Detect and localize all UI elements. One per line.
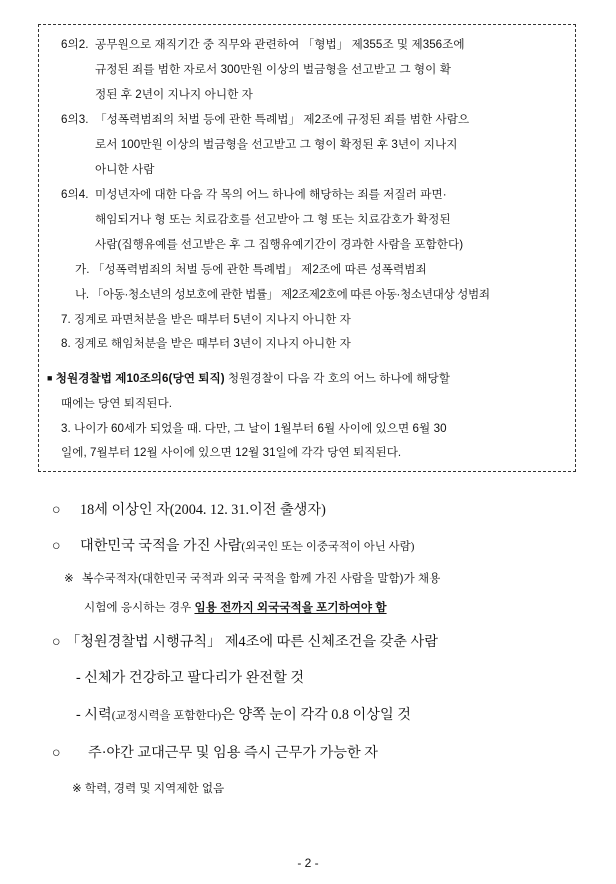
requirement-shift-work: ○ 주·야간 교대근무 및 임용 즉시 근무가 가능한 자 bbox=[52, 745, 378, 761]
item-6-4-number: 6의4. bbox=[61, 188, 89, 201]
circle-bullet-icon: ○ bbox=[52, 538, 61, 554]
item-6-2-line-3: 정된 후 2년이 지나지 아니한 자 bbox=[95, 88, 253, 101]
renounce-foreign-nationality-emphasis: 임용 전까지 외국국적을 포기하여야 함 bbox=[194, 601, 387, 614]
item-6-3-line-2: 로서 100만원 이상의 벌금형을 선고받고 그 형이 확정된 후 3년이 지나지 bbox=[95, 138, 458, 151]
item-6-2-line-2: 규정된 죄를 범한 자로서 300만원 이상의 벌금형을 선고받고 그 형이 확 bbox=[95, 63, 451, 76]
item-7: 7. 징계로 파면처분을 받은 때부터 5년이 지나지 아니한 자 bbox=[61, 313, 351, 326]
square-bullet-icon: ■ bbox=[47, 373, 53, 383]
item-6-3-line-1: 6의3. 「성폭력범죄의 처벌 등에 관한 특례법」 제2조에 규정된 죄를 범한 사람으 bbox=[61, 113, 470, 126]
retirement-clause-title: 청원경찰법 제10조의6(당연 퇴직) bbox=[55, 372, 225, 385]
retirement-clause-line-1: ■ 청원경찰법 제10조의6(당연 퇴직) 청원경찰이 다음 각 호의 어느 하나에 해당할 bbox=[47, 372, 451, 385]
item-8: 8. 징계로 해임처분을 받은 때부터 3년이 지나지 아니한 자 bbox=[61, 337, 351, 350]
physical-sub-health: - 신체가 건강하고 팔다리가 완전할 것 bbox=[76, 670, 305, 686]
law-excerpt-box bbox=[38, 24, 576, 472]
no-restriction-note: ※ 학력, 경력 및 지역제한 없음 bbox=[72, 782, 225, 795]
item-6-4-line-1: 6의4. 미성년자에 대한 다음 각 목의 어느 하나에 해당하는 죄를 저질러 파면· bbox=[61, 188, 447, 201]
circle-bullet-icon: ○ bbox=[52, 634, 61, 650]
item-6-2-line-1: 6의2. 공무원으로 재직기간 중 직무와 관련하여 「형법」 제355조 및 제356조에 bbox=[61, 38, 465, 51]
item-6-4-sub-na: 나. 「아동·청소년의 성보호에 관한 법률」 제2조제2호에 따른 아동·청소년대상 성범죄 bbox=[75, 288, 490, 301]
circle-bullet-icon: ○ bbox=[52, 502, 61, 518]
item-6-4-sub-ga: 가. 「성폭력범죄의 처벌 등에 관한 특례법」 제2조에 따른 성폭력범죄 bbox=[75, 263, 427, 276]
item-6-3-line-3: 아니한 사람 bbox=[95, 163, 155, 176]
reference-mark-icon: ※ bbox=[64, 572, 74, 585]
physical-sub-vision: - 시력(교정시력을 포함한다)은 양쪽 눈이 각각 0.8 이상일 것 bbox=[76, 707, 411, 723]
requirement-age: ○ 18세 이상인 자(2004. 12. 31.이전 출생자) bbox=[52, 502, 326, 518]
retirement-item-3-line-1: 3. 나이가 60세가 되었을 때. 다만, 그 날이 1월부터 6월 사이에 있으면 6월 30 bbox=[61, 422, 447, 435]
requirement-physical: ○ 「청원경찰법 시행규칙」 제4조에 따른 신체조건을 갖춘 사람 bbox=[52, 634, 438, 650]
page-number: - 2 - bbox=[297, 856, 319, 870]
dual-nationality-note-line-1: ※ 복수국적자(대한민국 국적과 외국 국적을 함께 가진 사람을 말함)가 채용 bbox=[64, 572, 441, 585]
requirement-nationality: ○ 대한민국 국적을 가진 사람(외국인 또는 이중국적이 아닌 사람) bbox=[52, 538, 415, 554]
item-6-3-number: 6의3. bbox=[61, 113, 89, 126]
item-6-4-line-2: 해임되거나 형 또는 치료감호를 선고받아 그 형 또는 치료감호가 확정된 bbox=[95, 213, 451, 226]
item-6-2-number: 6의2. bbox=[61, 38, 89, 51]
item-6-4-line-3: 사람(집행유예를 선고받은 후 그 집행유예기간이 경과한 사람을 포함한다) bbox=[95, 238, 464, 251]
circle-bullet-icon: ○ bbox=[52, 745, 61, 761]
retirement-clause-line-2: 때에는 당연 퇴직된다. bbox=[61, 397, 173, 410]
dual-nationality-note-line-2: 시험에 응시하는 경우 임용 전까지 외국국적을 포기하여야 함 bbox=[84, 601, 387, 614]
retirement-item-3-line-2: 일에, 7월부터 12월 사이에 있으면 12월 31일에 각각 당연 퇴직된다. bbox=[61, 446, 402, 459]
